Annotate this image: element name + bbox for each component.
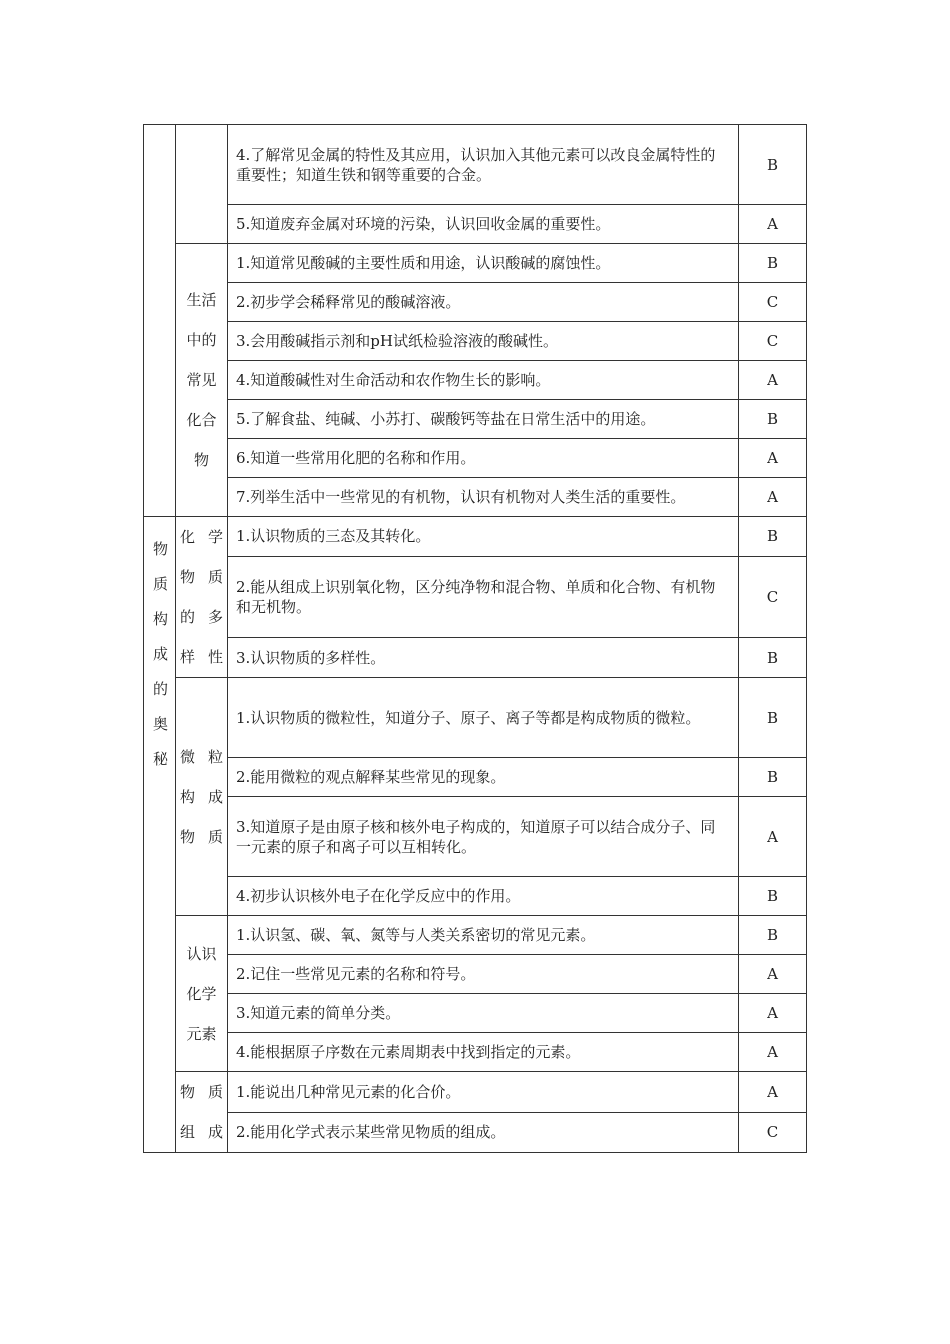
theme-cell — [144, 517, 176, 1153]
table-row — [144, 678, 807, 758]
table-row — [144, 361, 807, 400]
table-row — [144, 758, 807, 797]
theme-cell — [144, 125, 176, 517]
requirement-text: 1.认识物质的三态及其转化。 — [228, 517, 739, 557]
table-row — [144, 244, 807, 283]
table-row — [144, 1112, 807, 1153]
level-cell: A — [739, 478, 807, 517]
level-cell: A — [739, 361, 807, 400]
table-row — [144, 877, 807, 916]
requirement-text: 4.知道酸碱性对生命活动和农作物生长的影响。 — [228, 361, 739, 400]
requirement-text: 2.记住一些常见元素的名称和符号。 — [228, 955, 739, 994]
level-cell: A — [739, 994, 807, 1033]
table-row — [144, 400, 807, 439]
subtopic-line: 中的 — [186, 331, 217, 349]
table-row — [144, 1072, 807, 1113]
subtopic-cell — [176, 1072, 228, 1153]
table-row — [144, 638, 807, 678]
level-cell: B — [739, 916, 807, 955]
requirement-text: 1.能说出几种常见元素的化合价。 — [228, 1072, 739, 1113]
requirement-text: 4.能根据原子序数在元素周期表中找到指定的元素。 — [228, 1033, 739, 1072]
requirement-text: 4.了解常见金属的特性及其应用，认识加入其他元素可以改良金属特性的重要性；知道生铁和钢等重要的合金。 — [228, 125, 739, 205]
level-cell: C — [739, 283, 807, 322]
requirement-text: 1.知道常见酸碱的主要性质和用途，认识酸碱的腐蚀性。 — [228, 244, 739, 283]
table-row — [144, 517, 807, 557]
table-row — [144, 556, 807, 638]
requirement-text: 7.列举生活中一些常见的有机物，认识有机物对人类生活的重要性。 — [228, 478, 739, 517]
level-cell: A — [739, 797, 807, 877]
subtopic-line: 认识 — [186, 944, 217, 963]
level-cell: B — [739, 758, 807, 797]
subtopic-line: 化学 — [186, 984, 217, 1003]
table-row — [144, 439, 807, 478]
table-row — [144, 994, 807, 1033]
level-cell: A — [739, 205, 807, 244]
table-row — [144, 1033, 807, 1072]
level-cell: A — [739, 955, 807, 994]
requirement-text: 2.能用微粒的观点解释某些常见的现象。 — [228, 758, 739, 797]
subtopic-line: 组成 — [180, 1123, 223, 1141]
requirement-text: 5.知道废弃金属对环境的污染，认识回收金属的重要性。 — [228, 205, 739, 244]
level-cell: B — [739, 244, 807, 283]
subtopic-cell — [176, 125, 228, 244]
requirement-text: 2.能从组成上识别氧化物，区分纯净物和混合物、单质和化合物、有机物和无机物。 — [228, 556, 739, 638]
subtopic-cell — [176, 678, 228, 916]
requirement-text: 3.知道元素的简单分类。 — [228, 994, 739, 1033]
level-cell: B — [739, 678, 807, 758]
subtopic-cell — [176, 517, 228, 678]
requirement-text: 3.知道原子是由原子核和核外电子构成的，知道原子可以结合成分子、同一元素的原子和离子可以互相转化。 — [228, 797, 739, 877]
level-cell: A — [739, 1033, 807, 1072]
theme-label: 物质构成的奥秘 — [151, 541, 169, 786]
subtopic-line: 化学 — [180, 528, 223, 546]
level-cell: A — [739, 439, 807, 478]
requirement-text: 4.初步认识核外电子在化学反应中的作用。 — [228, 877, 739, 916]
subtopic-cell — [176, 244, 228, 517]
level-cell: C — [739, 322, 807, 361]
requirement-text: 1.认识物质的微粒性，知道分子、原子、离子等都是构成物质的微粒。 — [228, 678, 739, 758]
subtopic-line: 样性 — [180, 648, 223, 666]
curriculum-standards-table — [143, 124, 807, 1153]
requirement-text: 6.知道一些常用化肥的名称和作用。 — [228, 439, 739, 478]
subtopic-line: 构成 — [180, 787, 223, 806]
subtopic-line: 生活 — [186, 291, 217, 309]
subtopic-cell — [176, 916, 228, 1072]
subtopic-line: 化合 — [186, 411, 217, 429]
table-row — [144, 283, 807, 322]
table-row — [144, 916, 807, 955]
subtopic-line: 常见 — [186, 371, 217, 389]
level-cell: B — [739, 517, 807, 557]
level-cell: B — [739, 400, 807, 439]
table-row — [144, 125, 807, 205]
subtopic-line: 物质 — [180, 568, 223, 586]
requirement-text: 5.了解食盐、纯碱、小苏打、碳酸钙等盐在日常生活中的用途。 — [228, 400, 739, 439]
requirement-text: 1.认识氢、碳、氧、氮等与人类关系密切的常见元素。 — [228, 916, 739, 955]
table-row — [144, 797, 807, 877]
level-cell: C — [739, 1112, 807, 1153]
level-cell: B — [739, 638, 807, 678]
requirement-text: 3.会用酸碱指示剂和pH试纸检验溶液的酸碱性。 — [228, 322, 739, 361]
requirement-text: 2.初步学会稀释常见的酸碱溶液。 — [228, 283, 739, 322]
level-cell: B — [739, 877, 807, 916]
subtopic-line: 元素 — [186, 1024, 217, 1043]
level-cell: C — [739, 556, 807, 638]
subtopic-line: 的多 — [180, 608, 223, 626]
subtopic-line: 物 — [193, 451, 209, 469]
table-row — [144, 478, 807, 517]
level-cell: A — [739, 1072, 807, 1113]
subtopic-line: 物质 — [180, 827, 223, 846]
requirement-text: 3.认识物质的多样性。 — [228, 638, 739, 678]
subtopic-line: 微粒 — [180, 747, 223, 766]
level-cell: B — [739, 125, 807, 205]
table-row — [144, 322, 807, 361]
table-row — [144, 205, 807, 244]
requirement-text: 2.能用化学式表示某些常见物质的组成。 — [228, 1112, 739, 1153]
subtopic-line: 物质 — [180, 1083, 223, 1101]
table-row — [144, 955, 807, 994]
